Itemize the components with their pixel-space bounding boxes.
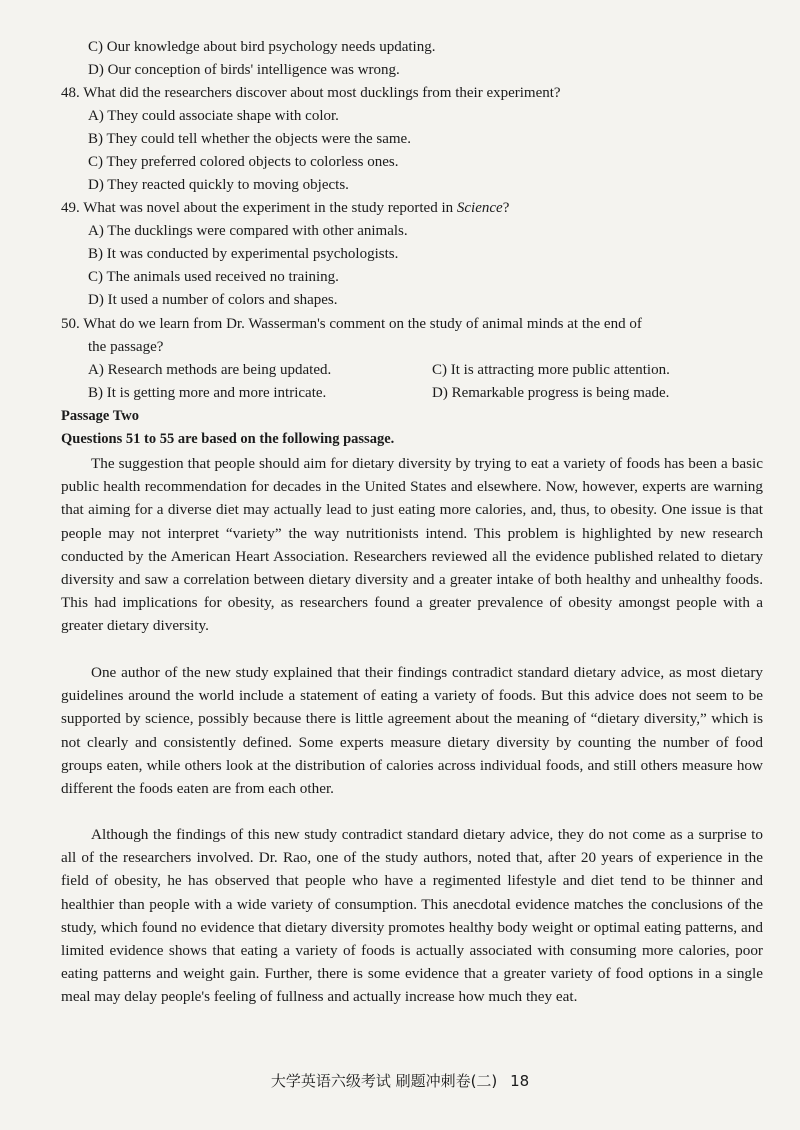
q48-option-c: C) They preferred colored objects to colorless ones.	[88, 154, 399, 170]
q50-option-b: B) It is getting more and more intricate.	[88, 385, 327, 401]
q49-option-b: B) It was conducted by experimental psychologists.	[88, 246, 399, 262]
passage-paragraph-1: The suggestion that people should aim for dietary diversity by trying to eat a variety of foods has been a basic public health recommendation for decades in the United States and elsewhere. Now, however, experts are warning that aiming for a diverse diet may actually lead to just eating more calories, and, thus, to obesity. One issue is that people may not interpret “variety” the way nutritionists intend. This problem is highlighted by new research conducted by the American Heart Association. Researchers reviewed all the evidence published related to dietary diversity and saw a correlation between dietary diversity and a greater intake of both healthy and unhealthy foods. This had implications for obesity, as researchers found a greater prevalence of obesity amongst people with a greater dietary diversity.	[61, 455, 763, 635]
q48-option-d: D) They reacted quickly to moving objects.	[88, 177, 349, 193]
passage-instruction: Questions 51 to 55 are based on the following passage.	[61, 431, 395, 447]
page-footer	[0, 1070, 800, 1091]
q48-option-a: A) They could associate shape with color.	[88, 108, 339, 124]
q48-stem: 48. What did the researchers discover about most ducklings from their experiment?	[61, 85, 561, 101]
q48-option-b: B) They could tell whether the objects were the same.	[88, 131, 411, 147]
q49-stem	[61, 198, 509, 218]
q50-option-c: C) It is attracting more public attention.	[432, 362, 670, 378]
q50-option-d: D) Remarkable progress is being made.	[432, 385, 670, 401]
q49-option-a: A) The ducklings were compared with other animals.	[88, 223, 408, 239]
q49-stem-journal: Science	[456, 200, 503, 216]
page-number: 18	[510, 1072, 530, 1090]
passage-paragraph-2: One author of the new study explained that their findings contradict standard dietary advice, as most dietary guidelines around the world include a statement of eating a variety of foods. But this advice does not seem to be supported by science, possibly because there is little agreement about the meaning of “dietary diversity,” which is not clearly and consistently defined. Some experts measure dietary diversity by counting the number of food groups eaten, while others look at the distribution of calories across individual foods, and still others measure how different the foods eaten are from each other.	[61, 664, 763, 798]
q50-option-a: A) Research methods are being updated.	[88, 362, 332, 378]
passage-heading: Passage Two	[61, 408, 140, 424]
q49-stem-mark: ?	[502, 200, 510, 216]
passage-paragraph-3: Although the findings of this new study contradict standard dietary advice, they do not come as a surprise to all of the researchers involved. Dr. Rao, one of the study authors, noted that, after 20 years of experience in the field of obesity, he has observed that people who have a regimented lifestyle and diet tend to be thinner and healthier than people with a wide variety of consumption. This anecdotal evidence matches the conclusions of the study, which found no evidence that dietary diversity promotes healthy body weight or optimal eating patterns, and limited evidence shows that eating a variety of foods is actually associated with consuming more calories, poor eating patterns and weight gain. Further, there is some evidence that a greater variety of food options in a single meal may delay people's feeling of fullness and actually increase how much they eat.	[61, 826, 763, 1006]
q49-stem-text: 49. What was novel about the experiment in the study reported in	[61, 200, 457, 216]
q49-option-d: D) It used a number of colors and shapes.	[88, 292, 338, 308]
q47-option-d: D) Our conception of birds' intelligence was wrong.	[88, 62, 400, 78]
q50-stem-line1: 50. What do we learn from Dr. Wasserman's comment on the study of animal minds at the end of	[61, 316, 642, 332]
q47-option-c: C) Our knowledge about bird psychology needs updating.	[88, 39, 436, 55]
q49-option-c: C) The animals used received no training.	[88, 269, 339, 285]
q50-stem-line2: the passage?	[88, 339, 164, 355]
footer-title: 大学英语六级考试 刷题冲刺卷(二)	[270, 1072, 498, 1090]
